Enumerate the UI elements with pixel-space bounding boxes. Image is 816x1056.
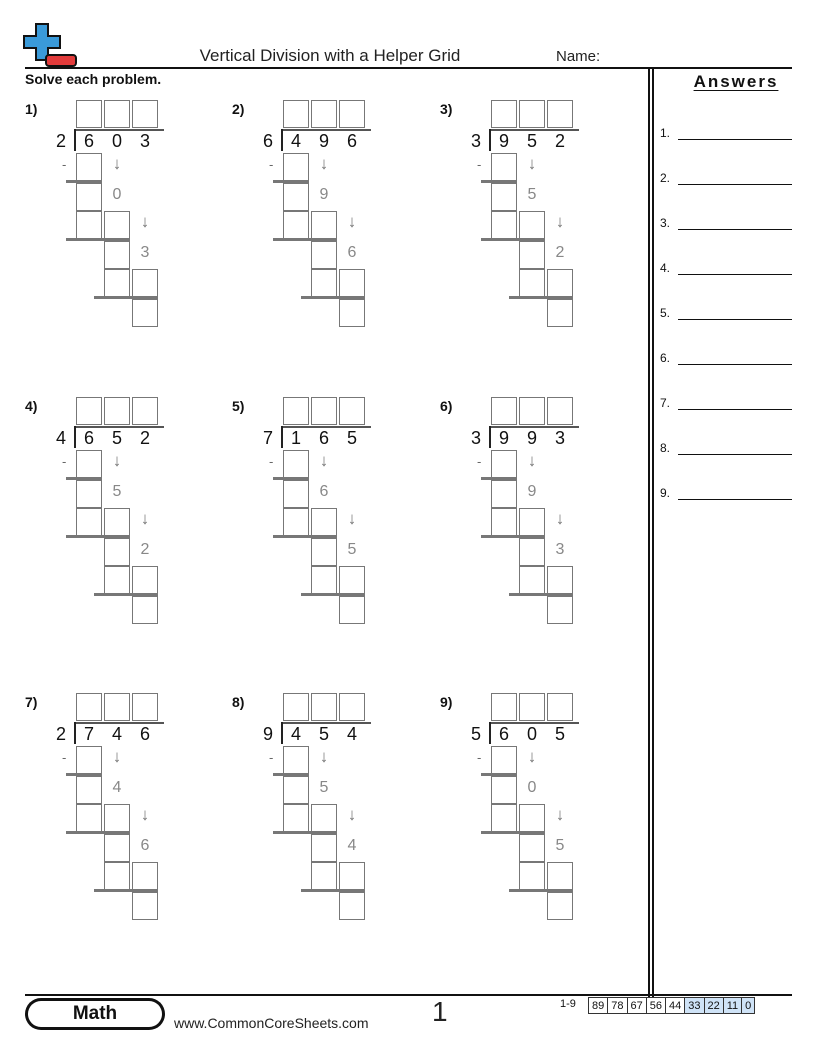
bring-down-arrow-icon: ↓ (112, 154, 122, 173)
answer-line[interactable] (678, 353, 792, 365)
problem-number: 9) (440, 694, 453, 710)
remainder-box[interactable] (311, 834, 337, 862)
remainder-box[interactable] (76, 776, 102, 804)
product-box[interactable] (311, 269, 337, 297)
quotient-box[interactable] (547, 397, 573, 425)
divisor: 2 (55, 131, 66, 151)
division-problem (25, 691, 225, 951)
product-box[interactable] (76, 211, 102, 239)
bring-down-arrow-icon: ↓ (140, 509, 150, 528)
problem-number: 4) (25, 398, 38, 414)
brought-down-digit: 3 (555, 541, 565, 558)
quotient-box[interactable] (311, 397, 337, 425)
problem-number: 5) (232, 398, 245, 414)
bring-down-arrow-icon: ↓ (527, 154, 537, 173)
remainder-box[interactable] (283, 776, 309, 804)
remainder-box[interactable] (339, 299, 365, 327)
bring-down-arrow-icon: ↓ (319, 747, 329, 766)
product-box[interactable] (491, 508, 517, 536)
problem-number: 2) (232, 101, 245, 117)
dividend-digit: 5 (554, 724, 565, 744)
product-box[interactable] (339, 862, 365, 890)
divisor: 7 (262, 428, 273, 448)
answer-row (660, 394, 792, 410)
quotient-box[interactable] (104, 100, 130, 128)
answer-number: 5. (660, 306, 671, 320)
divisor: 6 (262, 131, 273, 151)
product-box[interactable] (104, 211, 130, 239)
product-box[interactable] (76, 450, 102, 478)
score-range-label: 1-9 (560, 998, 576, 1010)
minus-sign: - (477, 157, 482, 172)
quotient-box[interactable] (132, 100, 158, 128)
quotient-box[interactable] (547, 693, 573, 721)
remainder-box[interactable] (339, 892, 365, 920)
remainder-box[interactable] (547, 892, 573, 920)
dividend-digit: 5 (318, 724, 329, 744)
remainder-box[interactable] (491, 183, 517, 211)
answer-line[interactable] (678, 218, 792, 230)
quotient-box[interactable] (519, 100, 545, 128)
answer-number: 6. (660, 351, 671, 365)
answer-row (660, 259, 792, 275)
dividend-digit: 9 (498, 428, 509, 448)
bring-down-arrow-icon: ↓ (555, 509, 565, 528)
dividend-digit: 0 (111, 131, 122, 151)
product-box[interactable] (547, 269, 573, 297)
instructions: Solve each problem. (25, 71, 162, 87)
quotient-box[interactable] (76, 100, 102, 128)
product-box[interactable] (76, 804, 102, 832)
product-box[interactable] (519, 804, 545, 832)
worksheet-title: Vertical Division with a Helper Grid (199, 46, 461, 65)
minus-sign: - (477, 750, 482, 765)
answer-number: 3. (660, 216, 671, 230)
footer-divider (25, 994, 792, 996)
remainder-box[interactable] (76, 183, 102, 211)
dividend-digit: 9 (526, 428, 537, 448)
remainder-box[interactable] (283, 183, 309, 211)
answer-line[interactable] (678, 488, 792, 500)
quotient-box[interactable] (132, 693, 158, 721)
brought-down-digit: 0 (112, 186, 122, 203)
brought-down-digit: 4 (112, 779, 122, 796)
remainder-box[interactable] (132, 299, 158, 327)
dividend-digit: 1 (290, 428, 301, 448)
answer-number: 1. (660, 126, 671, 140)
remainder-box[interactable] (104, 538, 130, 566)
division-problem (232, 691, 432, 951)
product-box[interactable] (283, 211, 309, 239)
brought-down-digit: 0 (527, 779, 537, 796)
product-box[interactable] (76, 746, 102, 774)
score-cell: 89 (588, 997, 608, 1014)
bring-down-arrow-icon: ↓ (112, 451, 122, 470)
bring-down-arrow-icon: ↓ (140, 805, 150, 824)
answer-number: 9. (660, 486, 671, 500)
bring-down-arrow-icon: ↓ (140, 212, 150, 231)
product-box[interactable] (491, 450, 517, 478)
product-box[interactable] (132, 566, 158, 594)
remainder-box[interactable] (104, 834, 130, 862)
remainder-box[interactable] (311, 241, 337, 269)
score-cell: 33 (685, 997, 704, 1014)
subject-badge (25, 998, 165, 1030)
quotient-box[interactable] (339, 693, 365, 721)
remainder-box[interactable] (547, 596, 573, 624)
brought-down-digit: 5 (347, 541, 357, 558)
dividend-digit: 9 (318, 131, 329, 151)
product-box[interactable] (491, 211, 517, 239)
product-box[interactable] (519, 566, 545, 594)
dividend-digit: 9 (498, 131, 509, 151)
bring-down-arrow-icon: ↓ (347, 805, 357, 824)
brought-down-digit: 6 (319, 483, 329, 500)
plus-minus-logo-icon (22, 22, 80, 68)
score-cell: 11 (724, 997, 742, 1014)
quotient-box[interactable] (283, 693, 309, 721)
remainder-box[interactable] (76, 480, 102, 508)
bring-down-arrow-icon: ↓ (555, 212, 565, 231)
remainder-box[interactable] (519, 538, 545, 566)
divisor: 2 (55, 724, 66, 744)
bring-down-arrow-icon: ↓ (347, 509, 357, 528)
dividend-digit: 3 (139, 131, 150, 151)
product-box[interactable] (311, 566, 337, 594)
dividend-digit: 5 (526, 131, 537, 151)
dividend-digit: 5 (346, 428, 357, 448)
minus-sign: - (477, 454, 482, 469)
division-problem (440, 395, 640, 655)
score-cell: 67 (628, 997, 647, 1014)
product-box[interactable] (76, 508, 102, 536)
answer-column-divider-left (648, 67, 650, 997)
quotient-box[interactable] (104, 693, 130, 721)
score-cell: 22 (705, 997, 724, 1014)
division-problem (440, 98, 640, 358)
division-problem (440, 691, 640, 951)
quotient-box[interactable] (311, 100, 337, 128)
remainder-box[interactable] (132, 892, 158, 920)
answer-row (660, 169, 792, 185)
quotient-box[interactable] (491, 397, 517, 425)
minus-sign: - (62, 157, 67, 172)
remainder-box[interactable] (547, 299, 573, 327)
answer-row (660, 439, 792, 455)
product-box[interactable] (104, 508, 130, 536)
product-box[interactable] (76, 153, 102, 181)
product-box[interactable] (283, 804, 309, 832)
answer-number: 4. (660, 261, 671, 275)
answer-number: 7. (660, 396, 671, 410)
answer-line[interactable] (678, 443, 792, 455)
dividend-digit: 4 (290, 131, 301, 151)
product-box[interactable] (104, 566, 130, 594)
dividend-digit: 4 (290, 724, 301, 744)
answer-line[interactable] (678, 173, 792, 185)
quotient-box[interactable] (519, 397, 545, 425)
website-url: www.CommonCoreSheets.com (174, 1015, 369, 1031)
dividend-digit: 2 (554, 131, 565, 151)
problem-number: 8) (232, 694, 245, 710)
minus-sign: - (269, 454, 274, 469)
answer-line[interactable] (678, 398, 792, 410)
bring-down-arrow-icon: ↓ (527, 747, 537, 766)
dividend-digit: 6 (318, 428, 329, 448)
dividend-digit: 0 (526, 724, 537, 744)
subject-label: Math (28, 1001, 162, 1027)
product-box[interactable] (132, 269, 158, 297)
product-box[interactable] (283, 508, 309, 536)
product-box[interactable] (491, 804, 517, 832)
remainder-box[interactable] (519, 834, 545, 862)
dividend-digit: 4 (346, 724, 357, 744)
product-box[interactable] (283, 153, 309, 181)
brought-down-digit: 2 (555, 244, 565, 261)
bring-down-arrow-icon: ↓ (112, 747, 122, 766)
answer-row (660, 214, 792, 230)
remainder-box[interactable] (311, 538, 337, 566)
dividend-digit: 4 (111, 724, 122, 744)
brought-down-digit: 5 (319, 779, 329, 796)
brought-down-digit: 5 (555, 837, 565, 854)
minus-sign: - (62, 454, 67, 469)
remainder-box[interactable] (519, 241, 545, 269)
product-box[interactable] (339, 269, 365, 297)
quotient-box[interactable] (76, 397, 102, 425)
product-box[interactable] (283, 746, 309, 774)
divisor: 3 (470, 131, 481, 151)
product-box[interactable] (311, 804, 337, 832)
dividend-digit: 6 (498, 724, 509, 744)
quotient-box[interactable] (547, 100, 573, 128)
score-cell: 44 (666, 997, 685, 1014)
quotient-box[interactable] (283, 397, 309, 425)
division-problem (232, 395, 432, 655)
answer-row (660, 304, 792, 320)
bring-down-arrow-icon: ↓ (319, 154, 329, 173)
product-box[interactable] (491, 746, 517, 774)
quotient-box[interactable] (339, 397, 365, 425)
header-divider (25, 67, 792, 69)
divisor: 3 (470, 428, 481, 448)
dividend-digit: 2 (139, 428, 150, 448)
remainder-box[interactable] (104, 241, 130, 269)
brought-down-digit: 5 (112, 483, 122, 500)
product-box[interactable] (104, 269, 130, 297)
problem-number: 6) (440, 398, 453, 414)
remainder-box[interactable] (132, 596, 158, 624)
answers-heading: Answers (693, 72, 779, 91)
brought-down-digit: 4 (347, 837, 357, 854)
score-cell: 0 (742, 997, 755, 1014)
dividend-digit: 3 (554, 428, 565, 448)
product-box[interactable] (104, 862, 130, 890)
product-box[interactable] (547, 566, 573, 594)
product-box[interactable] (547, 862, 573, 890)
divisor: 4 (55, 428, 66, 448)
quotient-box[interactable] (283, 100, 309, 128)
product-box[interactable] (519, 269, 545, 297)
quotient-box[interactable] (519, 693, 545, 721)
product-box[interactable] (519, 211, 545, 239)
brought-down-digit: 9 (527, 483, 537, 500)
brought-down-digit: 3 (140, 244, 150, 261)
answer-column-divider-right (652, 67, 654, 997)
product-box[interactable] (311, 862, 337, 890)
minus-sign: - (62, 750, 67, 765)
answer-row (660, 349, 792, 365)
answer-number: 8. (660, 441, 671, 455)
remainder-box[interactable] (283, 480, 309, 508)
dividend-digit: 7 (83, 724, 94, 744)
dividend-digit: 6 (139, 724, 150, 744)
divisor: 9 (262, 724, 273, 744)
brought-down-digit: 2 (140, 541, 150, 558)
dividend-digit: 6 (83, 131, 94, 151)
answer-row (660, 124, 792, 140)
product-box[interactable] (491, 153, 517, 181)
bring-down-arrow-icon: ↓ (347, 212, 357, 231)
problem-number: 7) (25, 694, 38, 710)
division-problem (232, 98, 432, 358)
product-box[interactable] (519, 508, 545, 536)
brought-down-digit: 9 (319, 186, 329, 203)
product-box[interactable] (519, 862, 545, 890)
answer-number: 2. (660, 171, 671, 185)
remainder-box[interactable] (339, 596, 365, 624)
minus-sign: - (269, 157, 274, 172)
answer-line[interactable] (678, 263, 792, 275)
problem-number: 3) (440, 101, 453, 117)
problem-number: 1) (25, 101, 38, 117)
remainder-box[interactable] (491, 480, 517, 508)
product-box[interactable] (339, 566, 365, 594)
score-cell: 78 (608, 997, 627, 1014)
remainder-box[interactable] (491, 776, 517, 804)
answer-row (660, 484, 792, 500)
quotient-box[interactable] (76, 693, 102, 721)
minus-sign: - (269, 750, 274, 765)
dividend-digit: 6 (83, 428, 94, 448)
dividend-digit: 6 (346, 131, 357, 151)
division-problem (25, 98, 225, 358)
product-box[interactable] (132, 862, 158, 890)
dividend-digit: 5 (111, 428, 122, 448)
product-box[interactable] (104, 804, 130, 832)
page-number: 1 (432, 996, 448, 1027)
bring-down-arrow-icon: ↓ (555, 805, 565, 824)
quotient-box[interactable] (491, 693, 517, 721)
score-cell: 56 (647, 997, 666, 1014)
brought-down-digit: 6 (140, 837, 150, 854)
bring-down-arrow-icon: ↓ (527, 451, 537, 470)
product-box[interactable] (311, 211, 337, 239)
name-label: Name: (556, 48, 601, 65)
divisor: 5 (470, 724, 481, 744)
brought-down-digit: 6 (347, 244, 357, 261)
answer-line[interactable] (678, 308, 792, 320)
score-table (588, 997, 755, 1014)
quotient-box[interactable] (104, 397, 130, 425)
answer-line[interactable] (678, 128, 792, 140)
product-box[interactable] (311, 508, 337, 536)
division-problem (25, 395, 225, 655)
quotient-box[interactable] (311, 693, 337, 721)
quotient-box[interactable] (132, 397, 158, 425)
bring-down-arrow-icon: ↓ (319, 451, 329, 470)
brought-down-digit: 5 (527, 186, 537, 203)
quotient-box[interactable] (491, 100, 517, 128)
product-box[interactable] (283, 450, 309, 478)
quotient-box[interactable] (339, 100, 365, 128)
